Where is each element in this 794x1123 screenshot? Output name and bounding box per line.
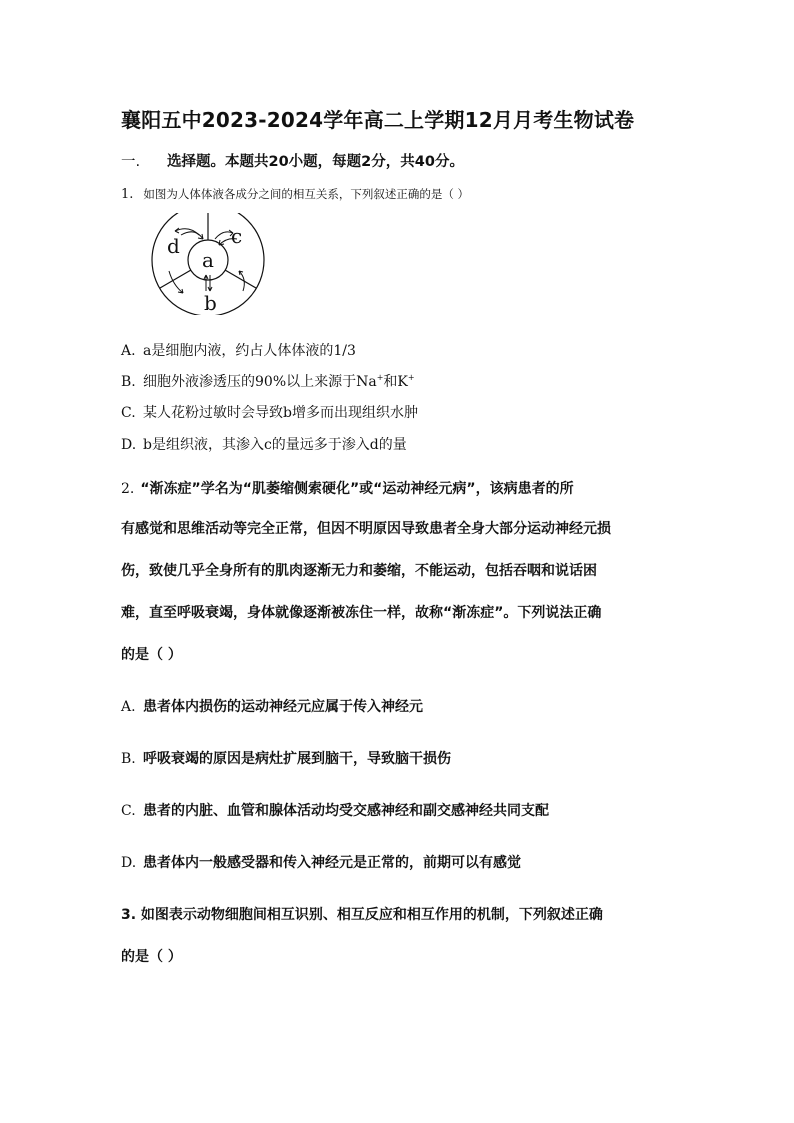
option-text: 患者体内损伤的运动神经元应属于传入神经元	[143, 699, 423, 715]
question-2-line-3: 伤，致使几乎全身所有的肌肉逐渐无力和萎缩，不能运动，包括吞咽和说话困	[121, 563, 597, 579]
option-text: 患者的内脏、血管和腺体活动均受交感神经和副交感神经共同支配	[143, 803, 549, 819]
question-2-number: 2.	[121, 481, 135, 497]
q2-option-a	[121, 696, 423, 716]
option-key: D.	[121, 437, 137, 453]
body-fluid-diagram	[151, 213, 267, 315]
question-2-line-5: 的是（ ）	[121, 647, 182, 663]
option-key: B.	[121, 751, 136, 767]
section-number: 一.	[121, 154, 141, 170]
option-key: A.	[121, 343, 136, 359]
option-key: C.	[121, 803, 136, 819]
q1-option-a	[121, 340, 356, 360]
question-2-text: “渐冻症”学名为“肌萎缩侧索硬化”或“运动神经元病”，该病患者的所	[140, 481, 574, 497]
question-1-text: 如图为人体体液各成分之间的相互关系，下列叙述正确的是（ ）	[143, 187, 470, 201]
label-d: d	[167, 234, 180, 258]
question-2-line-2: 有感觉和思维活动等完全正常，但因不明原因导致患者全身大部分运动神经元损	[121, 521, 611, 537]
question-2-line-4: 难，直至呼吸衰竭，身体就像逐渐被冻住一样，故称“渐冻症”。下列说法正确	[121, 605, 602, 621]
q2-option-b	[121, 748, 451, 768]
question-3-line-2: 的是（ ）	[121, 949, 182, 965]
question-1-stem	[121, 186, 469, 202]
section-heading	[121, 150, 464, 171]
option-text: b是组织液，其渗入c的量远多于渗入d的量	[143, 437, 407, 453]
q1-option-b	[121, 371, 415, 391]
option-key: B.	[121, 374, 136, 390]
q1-option-c	[121, 402, 418, 422]
q1-option-d	[121, 434, 407, 454]
option-text: 某人花粉过敏时会导致b增多而出现组织水肿	[143, 405, 418, 421]
option-text: a是细胞内液，约占人体体液的1/3	[143, 343, 356, 359]
section-text: 选择题。本题共20小题，每题2分，共40分。	[167, 154, 464, 170]
option-text: 细胞外液渗透压的90%以上来源于Na	[143, 374, 377, 390]
question-3-line-1: 3. 如图表示动物细胞间相互识别、相互反应和相互作用的机制，下列叙述正确	[121, 907, 603, 923]
label-b: b	[204, 291, 217, 315]
option-key: A.	[121, 699, 136, 715]
label-c: c	[231, 224, 243, 248]
page-title: 襄阳五中2023-2024学年高二上学期12月月考生物试卷	[121, 108, 635, 132]
q2-option-c	[121, 800, 549, 820]
option-text-mid: 和K	[383, 374, 408, 390]
q2-option-d	[121, 852, 521, 872]
option-text: 患者体内一般感受器和传入神经元是正常的，前期可以有感觉	[143, 855, 521, 871]
label-a: a	[202, 248, 214, 272]
option-text: 呼吸衰竭的原因是病灶扩展到脑干，导致脑干损伤	[143, 751, 451, 767]
question-1-number: 1.	[121, 187, 134, 202]
question-2-line-1	[121, 478, 574, 498]
option-key: C.	[121, 405, 136, 421]
superscript-plus: +	[407, 373, 415, 382]
superscript-plus: +	[376, 373, 384, 382]
option-key: D.	[121, 855, 137, 871]
